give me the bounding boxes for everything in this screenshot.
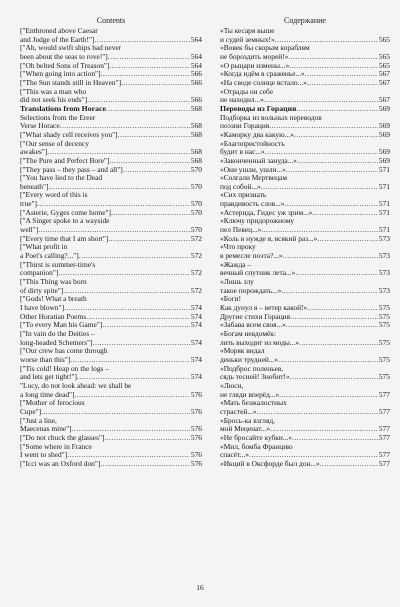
toc-entry-title: «Коль в нужде я, всякий раз...» [220,233,318,243]
toc-page-number: 572 [190,233,202,243]
dot-leader [307,304,378,313]
toc-entry-title: «Астерида, Гидес уж зрим...» [220,207,313,217]
toc-entry-line: «Лишь злу [220,277,254,287]
toc-page-number: 568 [190,103,202,113]
toc-entry-line: ["Tis cold! Heap on the logs – [20,363,109,373]
toc-entry-line: ["Our sense of decency [20,138,89,148]
toc-page-number: 571 [378,181,390,191]
toc-page-number: 567 [378,95,390,105]
toc-entry-line: «Благопристойность [220,138,285,148]
toc-entry-title: страстей...» [220,406,257,416]
toc-page-number: 566 [190,95,202,105]
toc-entry-title: ["Oh belted Sons of Treason"] [20,60,110,70]
page-number: 16 [196,583,204,592]
toc-entry-title: ["To every Man his Game"] [20,320,103,330]
dot-leader [261,183,378,192]
dot-leader [286,321,378,330]
toc-page-number: 573 [378,285,390,295]
toc-entry-line: «Солгали Мертвецам [220,173,287,183]
dot-leader [281,287,378,296]
dot-leader [104,434,189,443]
toc-entry-title: been about the seas to rove!"] [20,51,108,61]
dot-leader [292,434,378,443]
toc-entry-title: and lets get tight!"] [20,372,77,382]
toc-entry-line: ["Just a line, [20,415,57,425]
toc-entry-title: Other Horatian Poems [20,311,87,321]
toc-entry-line: «Моряк видал [220,346,265,356]
toc-page-number: 564 [190,60,202,70]
toc-page-number: 567 [378,77,390,87]
toc-page-number: 575 [378,372,390,382]
toc-page-number: 577 [378,450,390,460]
contents-title: Contents [96,16,126,25]
toc-entry-title: of dirty spite"] [20,285,64,295]
dot-leader [307,79,378,88]
toc-page-number: 568 [190,147,202,157]
toc-entry [220,373,390,382]
toc-page-number: 573 [378,268,390,278]
toc-entry-line: Подборка из вольных переводов [220,112,322,122]
toc-entry-line: ["This was a man who [20,86,87,96]
toc-entry-line: ["Thirst is summer-time's [20,259,96,269]
dot-leader [294,131,378,140]
dot-leader [290,373,378,382]
toc-entry-title: I went to shed"] [20,450,68,460]
toc-entry-title: ["The Pure and Perfect Bore"] [20,155,110,165]
toc-entry-title: well"] [20,225,39,235]
toc-page-number: 568 [190,129,202,139]
toc-entry-title: правдивость слов...» [220,199,285,209]
toc-page-number: 568 [190,155,202,165]
toc-entry-title: «На своде солнце встало...» [220,77,307,87]
toc-page-number: 576 [190,424,202,434]
toc-entry-line: «Боги! [220,294,242,304]
dot-leader [75,391,190,400]
dot-leader [106,105,190,114]
toc-entry-title: поэзии Горация [220,121,270,131]
toc-entry-title: a Poet's calling?..."] [20,251,79,261]
dot-leader [283,252,378,261]
toc-entry-line: ["This Thing was born [20,277,87,287]
toc-entry-title: I have blown"] [20,303,65,312]
toc-page-number: 564 [190,34,202,44]
toc-entry-title: Переводы из Горация [220,103,297,113]
toc-entry-title: a long time dead"] [20,389,75,399]
toc-entry-title: true"] [20,199,37,209]
toc-entry-line: Selections from the Ereer [20,112,96,122]
toc-entry-title: «Законченный зануда...» [220,155,297,165]
toc-page-number: 571 [378,225,390,235]
toc-entry-line: ["Ah, would swift ships had never [20,43,122,53]
toc-entry-line: «Что проку [220,242,256,252]
toc-entry-title: «Забава всем своя...» [220,320,286,330]
toc-entry [220,287,390,296]
toc-entry-title: в ремесле поэта?...» [220,251,283,261]
dot-leader [305,70,378,79]
toc-entry-line: ["Every word of this is [20,190,88,200]
toc-entry-title: beneath"] [20,181,49,191]
toc-entry-title: worse than this"] [20,354,71,364]
contents-column-russian [220,16,390,468]
toc-entry-title: long-headed Schemers"] [20,337,93,347]
toc-entry-title: ["They pass – they pass – and all"] [20,164,123,174]
toc-entry-title: ["Icci was an Oxford don"] [20,458,101,468]
toc-entry-title: «Икций в Оксфорде был дон...» [220,458,320,468]
toc-page-number: 576 [190,432,202,442]
toc-entry-line: «Вовек бы скорым кораблям [220,43,310,53]
toc-entry-title: сядь тесней! Знобит!» [220,372,290,382]
toc-entry-line: «Мил, бомба Францию [220,441,293,451]
toc-entry-line: «Богам невдомёк: [220,328,276,338]
dot-leader [111,209,190,218]
toc-entry-title: под собой...» [220,181,261,191]
toc-entry-title: «Каморку два какую...» [220,129,294,139]
toc-entry-line: ["A Singer spoke to a wayside [20,216,110,226]
toc-page-number: 565 [378,51,390,61]
toc-page-number: 564 [190,51,202,61]
dot-leader [108,53,190,62]
dot-leader [320,460,378,469]
toc-page-number: 569 [378,129,390,139]
dot-leader [297,157,378,166]
toc-page-number: 572 [190,251,202,261]
toc-page-number: 577 [378,432,390,442]
toc-entry-line: ["Our crew has come through [20,346,108,356]
toc-page-number: 577 [378,424,390,434]
dot-leader [118,131,190,140]
toc-entry-title: and Judge of the Earth!"] [20,34,95,44]
toc-page-number: 569 [378,121,390,131]
toc-entry-title: Как дунул я – ветер какой!» [220,303,308,312]
dot-leader [109,62,190,71]
toc-page-number: 573 [378,251,390,261]
toc-page-number: 574 [190,303,202,312]
toc-page-number: 573 [378,233,390,243]
toc-entry-line: ["Mother of ferocious [20,398,85,408]
toc-page-number: 571 [378,207,390,217]
toc-entry-line: ["Some where in France [20,441,92,451]
dot-leader [317,235,378,244]
toc-entry-title: ["Every time that I am short"] [20,233,109,243]
toc-entry [220,460,390,469]
toc-entry-title: будит в нас...» [220,147,265,157]
toc-entry-line: ["You have lied to the Dead [20,173,103,183]
toc-page-number: 575 [378,320,390,330]
toc-page-number: 569 [378,103,390,113]
toc-page-number: 576 [190,389,202,399]
toc-entry-title: ["What shady cell receives you"] [20,129,118,139]
toc-page-number: 566 [190,69,202,79]
contents-column-english [20,16,202,468]
toc-entry-title: companion"] [20,268,59,278]
toc-page-number: 569 [378,147,390,157]
toc-page-number: 570 [190,199,202,209]
toc-page-number: 575 [378,311,390,321]
toc-page-number: 570 [190,181,202,191]
toc-entry-title: лить выходит из моды...» [220,337,300,347]
toc-page-number: 572 [190,268,202,278]
dot-leader [295,269,378,278]
toc-page-number: 570 [190,225,202,235]
toc-page-number: 574 [190,337,202,347]
toc-entry-line: «Сих признать [220,190,267,200]
toc-page-number: 567 [378,69,390,79]
toc-entry-title: такое порождать...» [220,285,282,295]
toc-page-number: 574 [190,311,202,321]
toc-page-number: 576 [190,450,202,460]
toc-entry-title: ["Asterie, Gyges come home"] [20,207,111,217]
toc-page-number: 576 [190,458,202,468]
toc-page-number: 566 [190,77,202,87]
toc-page-number: 570 [190,207,202,217]
toc-entry-line: «Отрады он себе [220,86,273,96]
toc-page-number: 571 [378,164,390,174]
toc-page-number: 575 [378,303,390,312]
toc-entry-title: awakes"] [20,147,48,157]
toc-entry-line: «Ты кесаря выше [220,26,275,35]
toc-entry-line: «Брось-ка взгляд, [220,415,275,425]
toc-entry-title: не бороздить морей!» [220,51,289,61]
toc-entry-title: «Не бросайте кубки...» [220,432,293,442]
toc-page-number: 577 [378,406,390,416]
toc-entry-title: «О рыцари измены...» [220,60,290,70]
toc-page-number: 575 [378,337,390,347]
toc-list-english [20,27,202,468]
dot-leader [312,209,378,218]
toc-page-number: 577 [378,458,390,468]
toc-page-number: 568 [190,121,202,131]
toc-entry [20,460,202,469]
dot-leader [121,79,190,88]
toc-page-number: 569 [378,155,390,165]
toc-entry-title: Другие стихи Горация [220,311,291,321]
toc-page-number: 565 [378,34,390,44]
toc-entry-line: ["What profit in [20,242,68,252]
dot-leader [100,460,190,469]
toc-page-number: 565 [378,60,390,70]
contents-title-russian: Содержание [284,16,326,25]
toc-entry-title: вечный спутник лета...» [220,268,296,278]
toc-entry-line: ["Enthroned above Caesar [20,26,98,35]
toc-page-number: 576 [190,406,202,416]
toc-entry-line: ["In vain do the Deities – [20,328,95,338]
dot-leader [279,391,378,400]
toc-entry-title: Verse Horace [20,121,60,131]
toc-page-number: 570 [190,164,202,174]
toc-entry-title: «Когда идём в сраженье...» [220,69,305,79]
toc-page-number: 572 [190,285,202,295]
dot-leader [290,313,378,322]
toc-entry-line: «Мать безжалостных [220,398,287,408]
toc-page-number: 575 [378,354,390,364]
toc-entry-line: «Жажда – [220,259,252,269]
toc-entry-title: деньки трудней...» [220,354,279,364]
dot-leader [41,408,190,417]
toc-entry-title: did not seek his ends"] [20,95,88,105]
dot-leader [102,321,190,330]
toc-entry-line: «Люси, [220,380,244,390]
dot-leader [278,356,378,365]
toc-entry-line: ["Gods! What a breath [20,294,87,304]
dot-leader [299,339,378,348]
toc-entry-title: Translations from Horace [20,103,106,113]
toc-entry-title: не гляди вперёд...» [220,389,280,399]
toc-entry-title: не находил...» [220,95,264,105]
toc-page-number: 574 [190,354,202,364]
toc-page-number: 574 [190,320,202,330]
toc-entry-title: Maecenas mine"] [20,424,72,434]
toc-entry-title: ["Do not chuck the glasses"] [20,432,105,442]
toc-entry-title: спасёт...» [220,450,249,460]
toc-entry-title: «Они ушли, ушли...» [220,164,286,174]
toc-list-russian [220,27,390,468]
toc-entry-title: мой Меценат...» [220,424,271,434]
dot-leader [79,252,190,261]
toc-entry-line: "Lucy, do not look ahead: we shall be [20,380,132,390]
toc-page-number: 577 [378,389,390,399]
toc-entry-title: и судей земных!» [220,34,275,44]
toc-entry-title: ["When going into action"] [20,69,101,79]
toc-page-number: 571 [378,199,390,209]
toc-page-number: 574 [190,372,202,382]
toc-entry-title: ["The Sun stands still in Heaven"] [20,77,122,87]
toc-entry-title: Cupe"] [20,406,42,416]
toc-entry-line: «Подброс поленьев, [220,363,284,373]
dot-leader [286,166,378,175]
toc-entry-title: пел Певец...» [220,225,262,235]
dot-leader [123,166,190,175]
dot-leader [108,235,190,244]
dot-leader [288,53,378,62]
toc-entry-line: «Ключу придорожному [220,216,295,226]
